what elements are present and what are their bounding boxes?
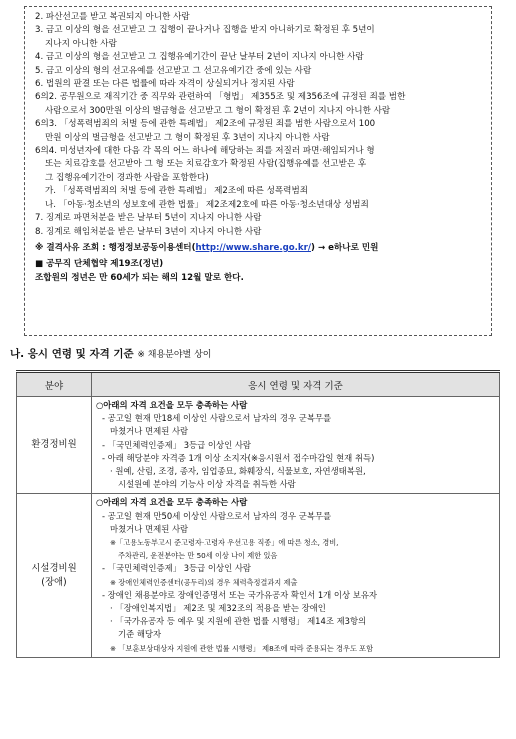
disqualification-item: 4. 금고 이상의 형을 선고받고 그 집행유예기간이 끝난 날부터 2년이 지나지 아니한 사람	[35, 52, 364, 63]
agreement-text: 조합원의 정년은 만 60세가 되는 해의 12월 말로 한다.	[35, 272, 244, 283]
criteria-line: · 원예, 산림, 조경, 종자, 임업종묘, 화훼장식, 식물보호, 자연생태복원,	[110, 466, 366, 477]
disqualification-item: 사람으로서 300만원 이상의 벌금형을 선고받고 그 형이 확정된 후 2년이 지나지 아니한 사람	[45, 105, 391, 116]
inquiry-line	[31, 242, 485, 255]
disqualification-item: 5. 금고 이상의 형의 선고유예를 선고받고 그 선고유예기간 중에 있는 사람	[35, 65, 312, 76]
disqualification-item: 2. 파산선고를 받고 복권되지 아니한 사람	[35, 12, 190, 22]
criteria-line: - 공고일 현재 만18세 이상인 사람으로서 남자의 경우 군복무를	[102, 413, 332, 424]
criteria-line: · 「장애인복지법」 제2조 및 제32조의 적용을 받는 장애인	[110, 603, 326, 614]
table-row	[17, 397, 500, 494]
disqualification-item: 6의3. 「성폭력범죄의 처벌 등에 관한 특례법」 제2조에 규정된 죄를 범한 사람으로서 100	[35, 119, 376, 130]
criteria-line: - 장애인 채용분야로 장애인증명서 또는 국가유공자 확인서 1개 이상 보유자	[102, 589, 378, 600]
header-field: 분야	[17, 372, 92, 397]
disqualification-item: 또는 치료감호를 선고받아 그 형 또는 치료감호가 확정된 사람(집행유예를 선고받은 후	[45, 159, 367, 170]
field-cell	[17, 494, 92, 657]
qualification-table	[16, 370, 500, 658]
table-row	[17, 494, 500, 657]
criteria-line: · 「국가유공자 등 예우 및 지원에 관한 법률 시행령」 제14조 제3항의	[110, 616, 367, 627]
criteria-line: - 「국민체력인증제」 3등급 이상인 사람	[102, 439, 252, 450]
criteria-line: ○아래의 자격 요건을 모두 충족하는 사람	[96, 400, 248, 410]
criteria-line: ○아래의 자격 요건을 모두 충족하는 사람	[96, 497, 248, 508]
criteria-line: ※ 장애인체력인증센터(공두리)의 경우 체력측정결과지 제출	[110, 577, 298, 587]
criteria-line: 시설원예 분야의 기능사 이상 자격을 취득한 사람	[118, 479, 296, 490]
section-title-text: 나. 응시 연령 및 자격 기준	[10, 348, 134, 360]
criteria-line: 마쳤거나 면제된 사람	[110, 523, 189, 534]
disqualification-item: 3. 금고 이상의 형을 선고받고 그 집행이 끝나거나 집행을 받지 아니하기로 확정된 후 5년이	[35, 25, 375, 36]
criteria-cell	[92, 397, 500, 494]
criteria-line: - 「국민체력인증제」 3등급 이상인 사람	[102, 563, 252, 574]
header-criteria: 응시 연령 및 자격 기준	[92, 372, 500, 397]
disqualification-item: 지나지 아니한 사람	[45, 38, 117, 49]
disqualification-item: 7. 징계로 파면처분을 받은 날부터 5년이 지나지 아니한 사람	[35, 213, 262, 224]
criteria-line: ※ 「보훈보상대상자 지원에 관한 법률 시행령」 제8조에 따라 준용되는 경우도 포함	[110, 643, 374, 653]
criteria-line: 기준 해당자	[118, 629, 162, 640]
table-body	[17, 397, 500, 658]
disqualification-item: 6의2. 공무원으로 재직기간 중 직무와 관련하여 「형법」 제355조 및 제356조에 규정된 죄를 범한	[35, 92, 406, 103]
criteria-line: - 아래 해당분야 자격증 1개 이상 소지자(※응시원서 접수마감일 현재 취득)	[102, 452, 375, 463]
disqualification-list	[31, 11, 485, 239]
inquiry-prefix: ※ 결격사유 조회 : 행정정보공동이용센터(	[35, 242, 196, 253]
disqualification-item: 나. 「아동·청소년의 성보호에 관한 법률」 제2조제2호에 따른 아동·청소년대상 성범죄	[45, 199, 369, 210]
field-name: 시설경비원	[31, 562, 77, 574]
share-link[interactable]: http://www.share.go.kr/	[195, 242, 312, 253]
disqualification-item: 6의4. 미성년자에 대한 다음 각 목의 어느 하나에 해당하는 죄를 저질러 파면·해임되거나 형	[35, 146, 375, 157]
table-header-row	[17, 372, 500, 397]
agreement-title: ■ 공무직 단체협약 제19조(정년)	[35, 259, 164, 270]
field-name: (장애)	[41, 576, 67, 588]
disqualification-item: 6. 법원의 판결 또는 다른 법률에 따라 자격이 상실되거나 정지된 사람	[35, 79, 295, 90]
disqualification-item: 그 집행유예기간이 경과한 사람을 포함한다)	[45, 172, 209, 183]
criteria-line: 마쳤거나 면제된 사람	[110, 426, 189, 437]
field-name: 환경정비원	[31, 439, 77, 451]
disqualification-item: 만원 이상의 벌금형을 선고받고 그 형이 확정된 후 3년이 지나지 아니한 사람	[45, 132, 330, 143]
field-cell	[17, 397, 92, 494]
section-title	[10, 346, 211, 361]
disqualification-item: 가. 「성폭력범죄의 처벌 등에 관한 특례법」 제2조에 따른 성폭력범죄	[45, 186, 309, 197]
criteria-line: ※「고용노동부고시 준고령자·고령자 우선고용 직종」에 따른 청소, 경비,	[110, 538, 339, 548]
inquiry-suffix: ) → e하나로 민원	[311, 242, 379, 253]
disqualification-box	[24, 6, 492, 336]
criteria-cell	[92, 494, 500, 657]
disqualification-item: 8. 징계로 해임처분을 받은 날부터 3년이 지나지 아니한 사람	[35, 226, 262, 237]
section-note: ※ 채용분야별 상이	[137, 350, 212, 360]
criteria-line: - 공고일 현재 만50세 이상인 사람으로서 남자의 경우 군복무를	[102, 510, 332, 521]
criteria-line: 주차관리, 운전분야는 만 50세 이상 나이 제한 있음	[118, 551, 278, 561]
